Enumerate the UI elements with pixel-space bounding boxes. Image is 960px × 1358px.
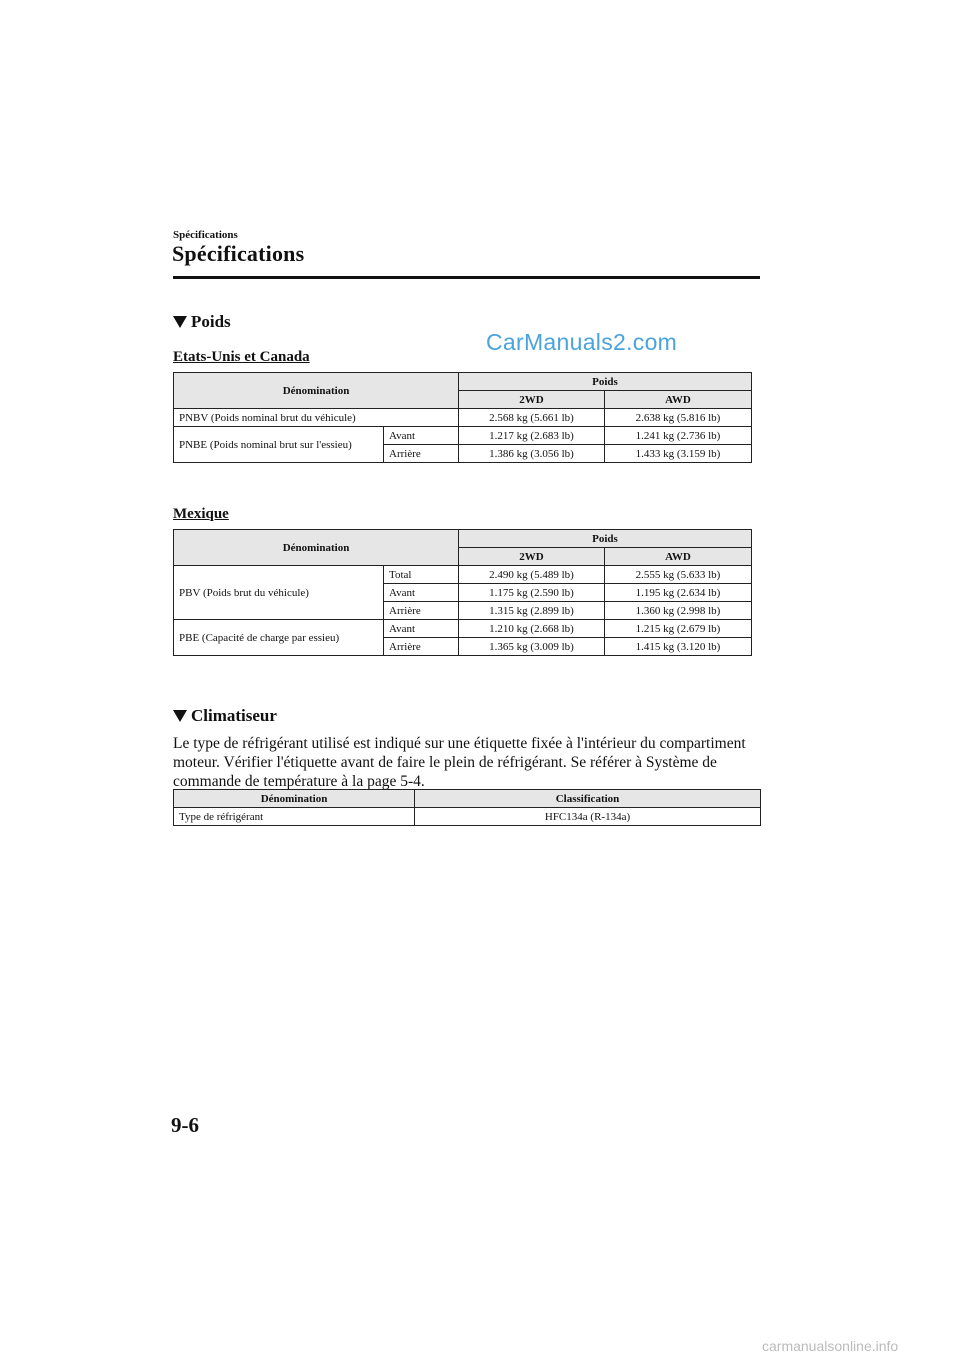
- col-header-poids: Poids: [459, 530, 752, 548]
- value-awd: 1.195 kg (2.634 lb): [605, 584, 752, 602]
- row-sublabel: Arrière: [384, 445, 459, 463]
- value-awd: 1.360 kg (2.998 lb): [605, 602, 752, 620]
- col-header-denomination: Dénomination: [174, 530, 459, 566]
- value-2wd: 2.490 kg (5.489 lb): [459, 566, 605, 584]
- col-header-2wd: 2WD: [459, 548, 605, 566]
- col-header-poids: Poids: [459, 373, 752, 391]
- value-2wd: 1.217 kg (2.683 lb): [459, 427, 605, 445]
- running-header: Spécifications: [173, 229, 238, 241]
- subheading-mexique: Mexique: [173, 506, 229, 522]
- value-2wd: 1.315 kg (2.899 lb): [459, 602, 605, 620]
- weights-table-mexique: [173, 529, 752, 656]
- row-sublabel: Arrière: [384, 638, 459, 656]
- col-header-denomination: Dénomination: [174, 373, 459, 409]
- refrigerant-table: [173, 789, 761, 826]
- row-sublabel: Avant: [384, 620, 459, 638]
- value-awd: 1.215 kg (2.679 lb): [605, 620, 752, 638]
- table-row: [174, 620, 752, 638]
- title-rule: [173, 276, 760, 279]
- value-awd: 1.241 kg (2.736 lb): [605, 427, 752, 445]
- table-row: [174, 566, 752, 584]
- col-header-2wd: 2WD: [459, 391, 605, 409]
- body-paragraph: Le type de réfrigérant utilisé est indiqué sur une étiquette fixée à l'intérieur du compartiment moteur. Vérifier l'étiquette avant de faire le plein de réfrigérant. Se référer à Système de commande de température à la page 5-4.: [173, 735, 746, 790]
- value-awd: 1.433 kg (3.159 lb): [605, 445, 752, 463]
- value-awd: 2.638 kg (5.816 lb): [605, 409, 752, 427]
- value-awd: 2.555 kg (5.633 lb): [605, 566, 752, 584]
- row-label: PBV (Poids brut du véhicule): [174, 566, 384, 620]
- row-sublabel: Total: [384, 566, 459, 584]
- value-2wd: 1.175 kg (2.590 lb): [459, 584, 605, 602]
- weights-table-usa: [173, 372, 752, 463]
- row-sublabel: Avant: [384, 427, 459, 445]
- col-header-classification: Classification: [415, 790, 761, 808]
- triangle-bullet-icon: [173, 710, 187, 722]
- row-label: PBE (Capacité de charge par essieu): [174, 620, 384, 656]
- row-sublabel: Avant: [384, 584, 459, 602]
- value-2wd: 1.365 kg (3.009 lb): [459, 638, 605, 656]
- table-row: [174, 409, 752, 427]
- row-label: PNBE (Poids nominal brut sur l'essieu): [174, 427, 384, 463]
- table-row: [174, 427, 752, 445]
- value-2wd: 1.386 kg (3.056 lb): [459, 445, 605, 463]
- page-number: 9-6: [171, 1113, 199, 1137]
- subheading-usa: Etats-Unis et Canada: [173, 349, 310, 365]
- triangle-bullet-icon: [173, 316, 187, 328]
- watermark: CarManuals2.com: [486, 329, 678, 355]
- row-label: PNBV (Poids nominal brut du véhicule): [174, 409, 459, 427]
- col-header-awd: AWD: [605, 548, 752, 566]
- value-2wd: 1.210 kg (2.668 lb): [459, 620, 605, 638]
- value-awd: 1.415 kg (3.120 lb): [605, 638, 752, 656]
- section-heading-climatiseur-text: Climatiseur: [191, 706, 277, 725]
- section-heading-poids: [173, 312, 231, 332]
- table-row: [174, 808, 761, 826]
- row-label: Type de réfrigérant: [174, 808, 415, 826]
- row-sublabel: Arrière: [384, 602, 459, 620]
- page-title: Spécifications: [172, 241, 305, 266]
- footer-watermark: carmanualsonline.info: [762, 1338, 899, 1354]
- section-heading-poids-text: Poids: [191, 312, 231, 331]
- value-2wd: 2.568 kg (5.661 lb): [459, 409, 605, 427]
- section-heading-climatiseur: [173, 706, 277, 726]
- col-header-denomination: Dénomination: [174, 790, 415, 808]
- row-value: HFC134a (R-134a): [415, 808, 761, 826]
- col-header-awd: AWD: [605, 391, 752, 409]
